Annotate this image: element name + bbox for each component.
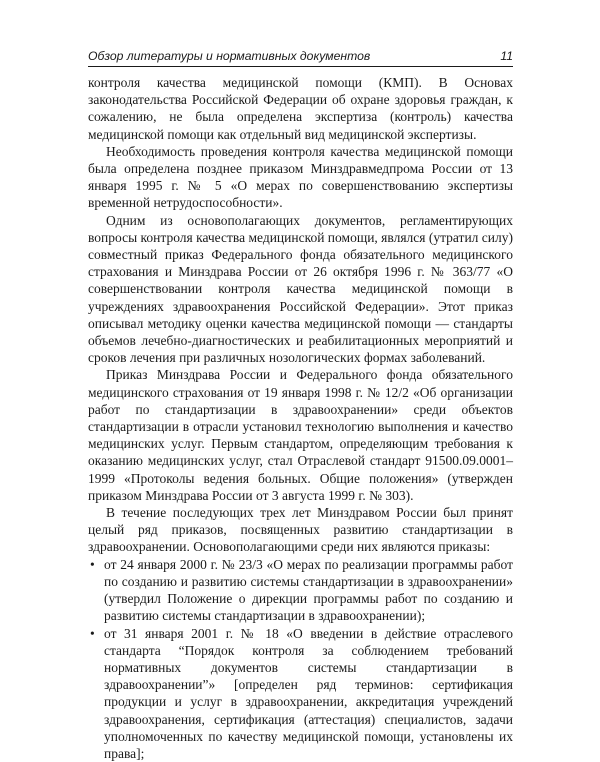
page-number: 11 [500, 46, 513, 66]
list-item-text: от 31 января 2001 г. № 18 «О введении в действие отраслевого стандарта “Порядок контроля за соблюдением требований нормативных документов системы стандартизации в здравоохранении”» [определен ряд терминов: сертификация продукции и услуг в здравоохранении, аккредитация учреждений здравоохранения, сертификация (аттестация) специалистов, задачи уполномоченных по качеству медицинской помощи, установлены их права]; [104, 626, 513, 761]
paragraph-orders-intro: В течение последующих трех лет Минздравом России был принят целый ряд приказов, посвященных развитию стандартизации в здравоохранении. Основополагающими среди них являются приказы: [88, 504, 513, 556]
paragraph-order-1995: Необходимость проведения контроля качества медицинской помощи была определена позднее приказом Минздравмедпрома России от 13 января 1995 г. № 5 «О мерах по совершенствованию экспертизы временной нетрудоспособности». [88, 143, 513, 212]
paragraph-order-1998: Приказ Минздрава России и Федерального фонда обязательного медицинского страхования от 19 января 1998 г. № 12/2 «Об организации работ по стандартизации в здравоохранении» среди объектов стандартизации в отрасли установил технологию выполнения и качество медицинских услуг. Первым стандартом, определяющим требования к оказанию медицинских услуг, стал Отраслевой стандарт 91500.09.0001–1999 «Протоколы ведения больных. Общие положения» (утвержден приказом Минздрава России от 3 августа 1999 г. № 303). [88, 366, 513, 504]
list-item [88, 625, 513, 762]
paragraph-kmp-continuation: контроля качества медицинской помощи (КМП). В Основах законодательства Российской Федерации об охране здоровья граждан, к сожалению, не была определена экспертиза (контроль) качества медицинской помощи как отдельный вид медицинской экспертизы. [88, 74, 513, 143]
paragraph-order-1996: Одним из основополагающих документов, регламентирующих вопросы контроля качества медицинской помощи, являлся (утратил силу) совместный приказ Федерального фонда обязательного медицинского страхования и Минздрава России от 26 октября 1996 г. № 363/77 «О совершенствовании контроля качества медицинской помощи в учреждениях здравоохранения Российской Федерации». Этот приказ описывал методику оценки качества медицинской помощи — стандарты объемов лечебно-диагностических и реабилитационных мероприятий и сроков лечения при различных нозологических формах заболеваний. [88, 212, 513, 367]
running-title: Обзор литературы и нормативных документов [88, 46, 370, 66]
body-text [88, 74, 513, 762]
list-item-text: от 24 января 2000 г. № 23/3 «О мерах по реализации программы работ по созданию и развитию системы стандартизации в здравоохранении» (утвердил Положение о дирекции программы работ по созданию и развитию системы стандартизации в здравоохранении); [104, 557, 513, 624]
header-rule [88, 66, 513, 67]
list-item [88, 556, 513, 625]
bullet-icon: • [90, 556, 95, 573]
running-header [88, 46, 513, 66]
orders-list [88, 556, 513, 762]
bullet-icon: • [90, 625, 95, 642]
